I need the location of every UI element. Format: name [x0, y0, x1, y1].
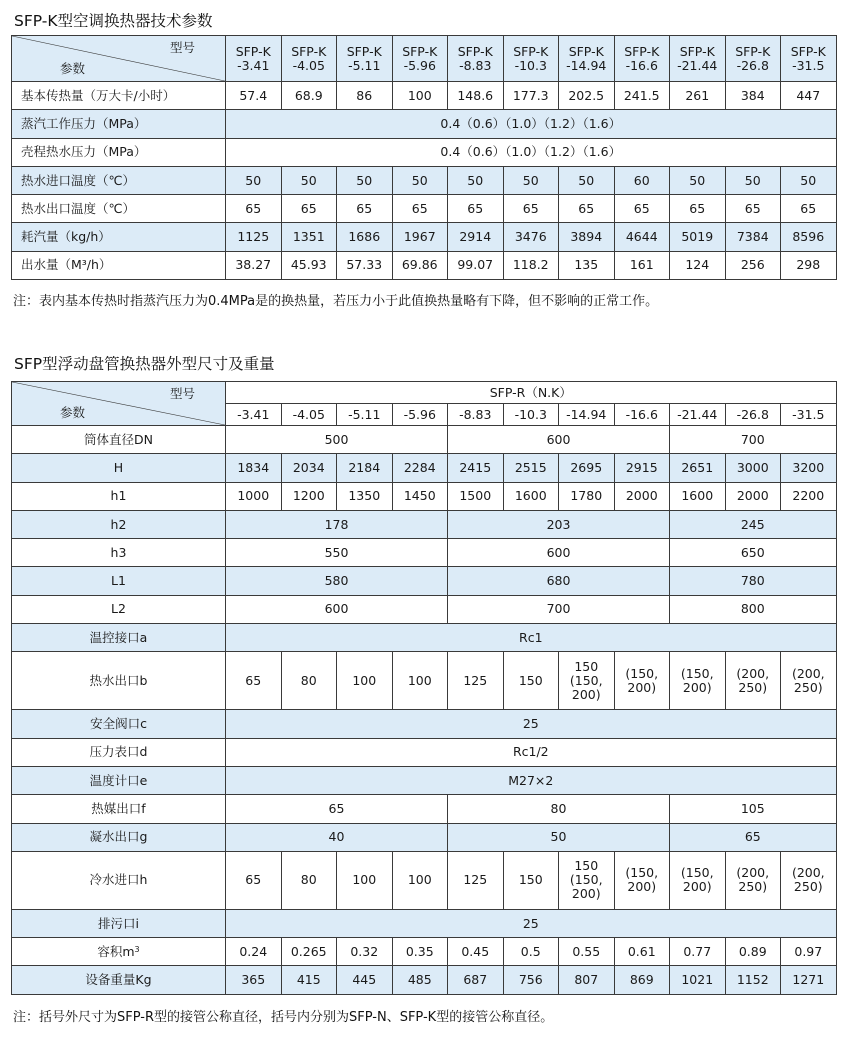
value-cell: 65 [614, 195, 670, 223]
row-label: 温度计口e [12, 766, 226, 794]
value-cell: 1600 [670, 482, 726, 510]
value-cell: 118.2 [503, 251, 559, 279]
value-cell: 8596 [781, 223, 837, 251]
value-cell: 65 [559, 195, 615, 223]
value-cell: 1000 [226, 482, 282, 510]
model-header: SFP-K -31.5 [781, 36, 837, 82]
group-value: 580 [226, 567, 448, 595]
model-header: -10.3 [503, 404, 559, 426]
value-cell: 365 [226, 966, 282, 994]
value-cell: 1600 [503, 482, 559, 510]
value-cell: 3200 [781, 454, 837, 482]
row-label: 热水出口b [12, 652, 226, 710]
table-row [12, 454, 837, 482]
model-header: -16.6 [614, 404, 670, 426]
header-model-label: 型号 [169, 386, 195, 401]
value-cell: 50 [725, 166, 781, 194]
table2-note: 注：括号外尺寸为SFP-R型的接管公称直径，括号内分别为SFP-N、SFP-K型的接管公称直径。 [13, 1010, 554, 1025]
group-value: 800 [670, 595, 837, 623]
model-header: -21.44 [670, 404, 726, 426]
row-label: 出水量（M³/h） [12, 251, 226, 279]
table-row [12, 539, 837, 567]
table2-header-row [12, 382, 837, 404]
model-header: -3.41 [226, 404, 282, 426]
value-cell: 4644 [614, 223, 670, 251]
value-cell: 1450 [392, 482, 448, 510]
group-value: 500 [226, 426, 448, 454]
table2-title: SFP型浮动盘管换热器外型尺寸及重量 [14, 355, 275, 373]
table-row [12, 251, 837, 279]
header-diagonal-cell [12, 36, 226, 82]
table-row [12, 195, 837, 223]
value-cell: (200, 250) [725, 851, 781, 909]
group-value: 50 [448, 823, 670, 851]
value-cell: 0.61 [614, 938, 670, 966]
value-cell: 50 [226, 166, 282, 194]
value-cell: (150, 200) [614, 851, 670, 909]
header-param-label: 参数 [60, 61, 86, 76]
row-label: 压力表口d [12, 738, 226, 766]
value-cell: (150, 200) [670, 652, 726, 710]
model-header: SFP-K -5.96 [392, 36, 448, 82]
value-cell: 57.33 [337, 251, 393, 279]
value-cell: 50 [670, 166, 726, 194]
group-value: 780 [670, 567, 837, 595]
row-label: H [12, 454, 226, 482]
model-header: SFP-K -10.3 [503, 36, 559, 82]
model-header: SFP-K -4.05 [281, 36, 337, 82]
series-header: SFP-R（N.K） [226, 382, 837, 404]
model-header: -31.5 [781, 404, 837, 426]
value-cell: 2651 [670, 454, 726, 482]
value-cell: 1350 [337, 482, 393, 510]
group-value: 700 [448, 595, 670, 623]
value-cell: 2695 [559, 454, 615, 482]
value-cell: 150 (150, 200) [559, 652, 615, 710]
value-cell: 150 (150, 200) [559, 851, 615, 909]
value-cell: 148.6 [448, 82, 504, 110]
table-row [12, 795, 837, 823]
row-label: 筒体直径DN [12, 426, 226, 454]
group-value: 203 [448, 510, 670, 538]
group-value: 600 [448, 539, 670, 567]
row-label: 安全阀口c [12, 710, 226, 738]
value-cell: 65 [281, 195, 337, 223]
value-cell: 50 [392, 166, 448, 194]
value-cell: 0.24 [226, 938, 282, 966]
table1-note: 注：表内基本传热时指蒸汽压力为0.4MPa是的换热量，若压力小于此值换热量略有下降，但不影响的正常工作。 [13, 294, 659, 309]
group-value: 80 [448, 795, 670, 823]
row-label: 耗汽量（kg/h） [12, 223, 226, 251]
value-cell: 68.9 [281, 82, 337, 110]
spanned-value: Rc1/2 [226, 738, 837, 766]
value-cell: 65 [226, 195, 282, 223]
value-cell: 150 [503, 851, 559, 909]
row-label: 排污口i [12, 909, 226, 937]
value-cell: 1351 [281, 223, 337, 251]
row-label: 凝水出口g [12, 823, 226, 851]
value-cell: 161 [614, 251, 670, 279]
value-cell: 1271 [781, 966, 837, 994]
value-cell: 99.07 [448, 251, 504, 279]
table-row [12, 851, 837, 909]
value-cell: 100 [337, 652, 393, 710]
value-cell: (150, 200) [614, 652, 670, 710]
value-cell: 756 [503, 966, 559, 994]
value-cell: 100 [337, 851, 393, 909]
table-row [12, 482, 837, 510]
value-cell: 60 [614, 166, 670, 194]
value-cell: 1125 [226, 223, 282, 251]
value-cell: 241.5 [614, 82, 670, 110]
model-header: SFP-K -26.8 [725, 36, 781, 82]
value-cell: 2034 [281, 454, 337, 482]
value-cell: 1686 [337, 223, 393, 251]
value-cell: 177.3 [503, 82, 559, 110]
value-cell: 2914 [448, 223, 504, 251]
value-cell: 2915 [614, 454, 670, 482]
model-header: -26.8 [725, 404, 781, 426]
table1-header-row [12, 36, 837, 82]
row-label: 热水进口温度（℃） [12, 166, 226, 194]
value-cell: 0.5 [503, 938, 559, 966]
group-value: 700 [670, 426, 837, 454]
group-value: 650 [670, 539, 837, 567]
row-label: 热水出口温度（℃） [12, 195, 226, 223]
value-cell: 0.97 [781, 938, 837, 966]
value-cell: 2184 [337, 454, 393, 482]
row-label: 基本传热量（万大卡/小时） [12, 82, 226, 110]
group-value: 105 [670, 795, 837, 823]
value-cell: 445 [337, 966, 393, 994]
value-cell: 447 [781, 82, 837, 110]
value-cell: 65 [670, 195, 726, 223]
spanned-value: M27×2 [226, 766, 837, 794]
value-cell: 3894 [559, 223, 615, 251]
value-cell: 869 [614, 966, 670, 994]
table-row [12, 595, 837, 623]
table1-title: SFP-K型空调换热器技术参数 [14, 12, 213, 30]
group-value: 550 [226, 539, 448, 567]
row-label: L1 [12, 567, 226, 595]
value-cell: 80 [281, 652, 337, 710]
value-cell: 135 [559, 251, 615, 279]
group-value: 680 [448, 567, 670, 595]
table-row [12, 166, 837, 194]
sfp-dimension-table [11, 381, 837, 995]
row-label: h2 [12, 510, 226, 538]
table-row [12, 110, 837, 138]
value-cell: 50 [281, 166, 337, 194]
value-cell: 807 [559, 966, 615, 994]
value-cell: 125 [448, 851, 504, 909]
value-cell: 69.86 [392, 251, 448, 279]
group-value: 600 [226, 595, 448, 623]
value-cell: 150 [503, 652, 559, 710]
value-cell: 1500 [448, 482, 504, 510]
group-value: 245 [670, 510, 837, 538]
value-cell: 0.32 [337, 938, 393, 966]
value-cell: 3476 [503, 223, 559, 251]
value-cell: 50 [559, 166, 615, 194]
value-cell: 5019 [670, 223, 726, 251]
model-header: SFP-K -16.6 [614, 36, 670, 82]
group-value: 65 [226, 795, 448, 823]
value-cell: 1967 [392, 223, 448, 251]
value-cell: 2000 [725, 482, 781, 510]
value-cell: 7384 [725, 223, 781, 251]
value-cell: 261 [670, 82, 726, 110]
row-label: h1 [12, 482, 226, 510]
value-cell: 125 [448, 652, 504, 710]
table-row [12, 652, 837, 710]
sfp-k-parameter-table [11, 35, 837, 280]
value-cell: 687 [448, 966, 504, 994]
value-cell: (200, 250) [781, 652, 837, 710]
table-row [12, 966, 837, 994]
value-cell: 1780 [559, 482, 615, 510]
row-label: h3 [12, 539, 226, 567]
row-label: 温控接口a [12, 624, 226, 652]
table-row [12, 909, 837, 937]
value-cell: 1021 [670, 966, 726, 994]
spanned-value: 0.4（0.6）（1.0）（1.2）（1.6） [226, 138, 837, 166]
value-cell: 65 [503, 195, 559, 223]
group-value: 600 [448, 426, 670, 454]
value-cell: 100 [392, 82, 448, 110]
value-cell: 0.265 [281, 938, 337, 966]
value-cell: 38.27 [226, 251, 282, 279]
value-cell: 3000 [725, 454, 781, 482]
value-cell: 2415 [448, 454, 504, 482]
value-cell: 50 [337, 166, 393, 194]
model-header: -8.83 [448, 404, 504, 426]
row-label: 热媒出口f [12, 795, 226, 823]
value-cell: 298 [781, 251, 837, 279]
table-row [12, 938, 837, 966]
value-cell: 65 [392, 195, 448, 223]
value-cell: 0.35 [392, 938, 448, 966]
model-header: -14.94 [559, 404, 615, 426]
value-cell: 100 [392, 851, 448, 909]
value-cell: 65 [725, 195, 781, 223]
value-cell: 45.93 [281, 251, 337, 279]
table-row [12, 624, 837, 652]
table-row [12, 567, 837, 595]
value-cell: (200, 250) [781, 851, 837, 909]
value-cell: 124 [670, 251, 726, 279]
table-row [12, 738, 837, 766]
spanned-value: 25 [226, 710, 837, 738]
value-cell: 0.77 [670, 938, 726, 966]
value-cell: 2284 [392, 454, 448, 482]
value-cell: 256 [725, 251, 781, 279]
group-value: 65 [670, 823, 837, 851]
group-value: 40 [226, 823, 448, 851]
model-header: -4.05 [281, 404, 337, 426]
value-cell: 65 [226, 851, 282, 909]
value-cell: 100 [392, 652, 448, 710]
group-value: 178 [226, 510, 448, 538]
row-label: 设备重量Kg [12, 966, 226, 994]
value-cell: 1834 [226, 454, 282, 482]
row-label: 冷水进口h [12, 851, 226, 909]
header-model-label: 型号 [169, 40, 195, 55]
model-header: -5.96 [392, 404, 448, 426]
value-cell: 50 [448, 166, 504, 194]
value-cell: 65 [781, 195, 837, 223]
spanned-value: 25 [226, 909, 837, 937]
value-cell: 1152 [725, 966, 781, 994]
value-cell: 65 [448, 195, 504, 223]
table-row [12, 82, 837, 110]
header-diagonal-cell [12, 382, 226, 426]
value-cell: (200, 250) [725, 652, 781, 710]
value-cell: 485 [392, 966, 448, 994]
value-cell: 0.55 [559, 938, 615, 966]
model-header: SFP-K -5.11 [337, 36, 393, 82]
value-cell: 65 [226, 652, 282, 710]
value-cell: 2000 [614, 482, 670, 510]
row-label: 蒸汽工作压力（MPa） [12, 110, 226, 138]
table-row [12, 766, 837, 794]
value-cell: (150, 200) [670, 851, 726, 909]
table-row [12, 138, 837, 166]
table-row [12, 510, 837, 538]
table-row [12, 710, 837, 738]
model-header: SFP-K -21.44 [670, 36, 726, 82]
table-row [12, 823, 837, 851]
value-cell: 80 [281, 851, 337, 909]
value-cell: 202.5 [559, 82, 615, 110]
model-header: SFP-K -8.83 [448, 36, 504, 82]
value-cell: 57.4 [226, 82, 282, 110]
value-cell: 1200 [281, 482, 337, 510]
spanned-value: Rc1 [226, 624, 837, 652]
row-label: 壳程热水压力（MPa） [12, 138, 226, 166]
model-header: SFP-K -14.94 [559, 36, 615, 82]
value-cell: 384 [725, 82, 781, 110]
value-cell: 50 [781, 166, 837, 194]
value-cell: 50 [503, 166, 559, 194]
value-cell: 0.45 [448, 938, 504, 966]
value-cell: 65 [337, 195, 393, 223]
value-cell: 0.89 [725, 938, 781, 966]
row-label: L2 [12, 595, 226, 623]
value-cell: 86 [337, 82, 393, 110]
header-param-label: 参数 [60, 405, 86, 420]
table-row [12, 426, 837, 454]
spanned-value: 0.4（0.6）（1.0）（1.2）（1.6） [226, 110, 837, 138]
value-cell: 2200 [781, 482, 837, 510]
row-label-volume: 容积$m^3$ [12, 938, 226, 966]
model-header: SFP-K -3.41 [226, 36, 282, 82]
value-cell: 2515 [503, 454, 559, 482]
table-row [12, 223, 837, 251]
model-header: -5.11 [337, 404, 393, 426]
value-cell: 415 [281, 966, 337, 994]
